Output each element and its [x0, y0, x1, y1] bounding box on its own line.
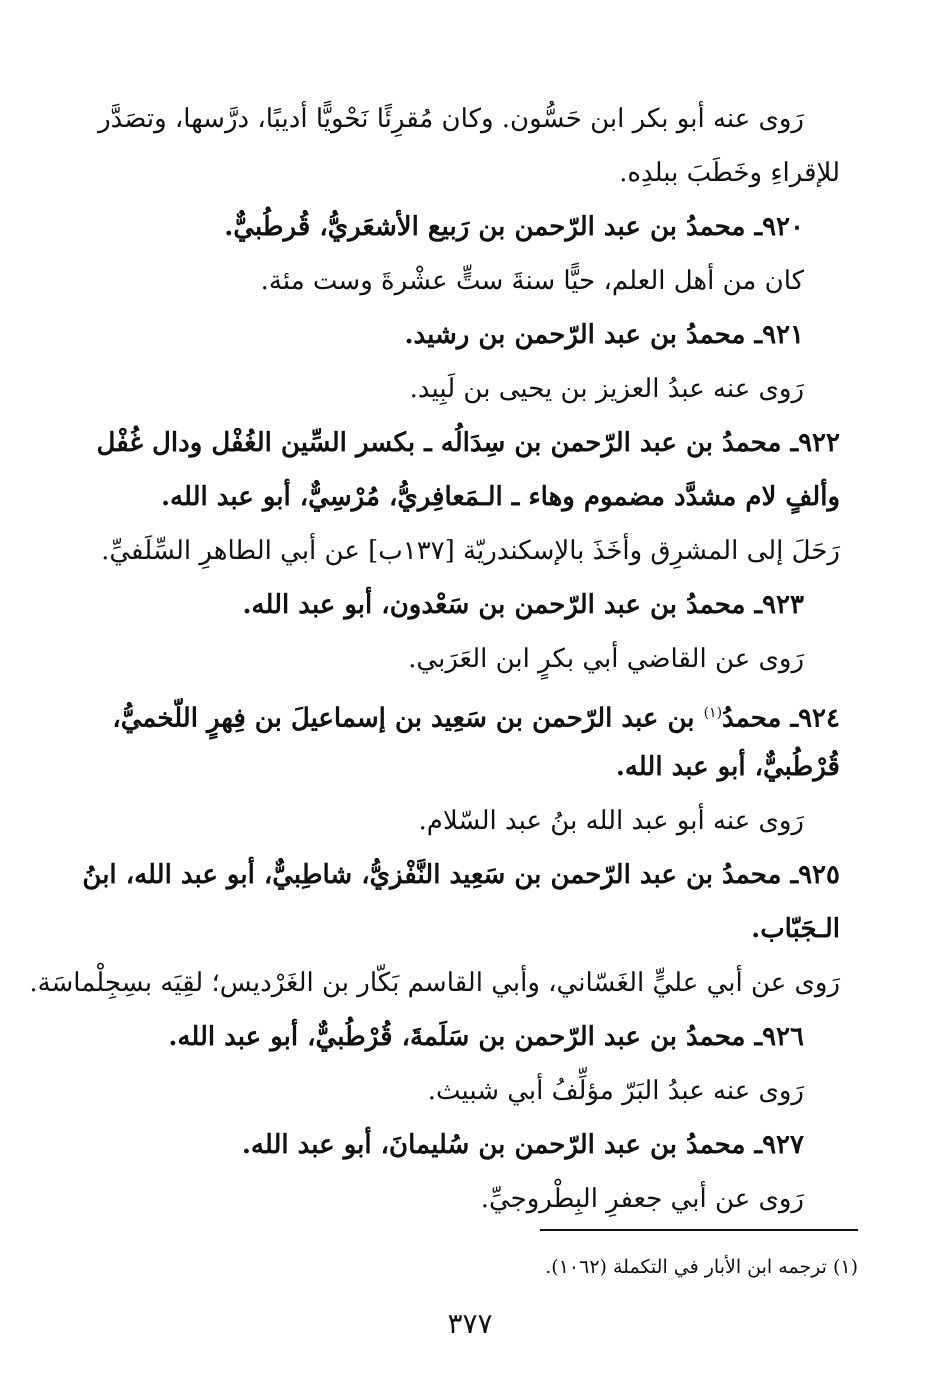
entry-heading-922-cont: وألفٍ لام مشدَّد مضموم وهاء ـ الـمَعافِريُّ، مُرْسِيٌّ، أبو عبد الله.: [160, 482, 840, 512]
page-number: ٣٧٧: [447, 1307, 493, 1340]
footnote: (١) ترجمه ابن الأبار في التكملة (١٠٦٢).: [545, 1256, 858, 1278]
entry-924-name: ٩٢٤ـ محمدُ: [722, 703, 840, 734]
entry-heading-924-cont: قُرْطُبيٌّ، أبو عبد الله.: [615, 752, 840, 782]
text-line: رَوى عن أبي جعفرِ البِطْروجيِّ.: [480, 1184, 804, 1214]
entry-heading-926: ٩٢٦ـ محمدُ بن عبد الرّحمن بن سَلَمةَ، قُرْطُبيٌّ، أبو عبد الله.: [168, 1022, 804, 1052]
entry-heading-923: ٩٢٣ـ محمدُ بن عبد الرّحمن بن سَعْدون، أبو عبد الله.: [242, 590, 804, 620]
text-line: رَوى عنه عبدُ البَرّ مؤلِّفُ أبي شبيث.: [427, 1076, 804, 1106]
text-line: للإقراءِ وخَطَبَ ببلدِه.: [619, 158, 840, 188]
text-line: رَوى عنه أبو بكر ابن حَسُّون. وكان مُقرِئًا نَحْويًّا أديبًا، درَّسها، وتصَدَّر: [98, 104, 804, 134]
footnote-marker: (١): [703, 705, 723, 721]
text-line: رَوى عن أبي عليٍّ الغَسّاني، وأبي القاسم بَكّار بن الغَرْديس؛ لقِيَه بسِجِلْماسَة.: [29, 968, 840, 998]
entry-heading-921: ٩٢١ـ محمدُ بن عبد الرّحمن بن رشيد.: [404, 320, 804, 350]
entry-heading-925-cont: الـجَبّاب.: [751, 914, 840, 944]
text-line: رَوى عنه عبدُ العزيز بن يحيى بن لَبِيد.: [409, 374, 804, 404]
text-line: رَوى عن القاضي أبي بكرٍ ابن العَرَبي.: [408, 644, 804, 674]
entry-heading-920: ٩٢٠ـ محمدُ بن عبد الرّحمن بن رَبيع الأشعَريُّ، قُرطُبيٌّ.: [224, 212, 804, 242]
entry-heading-925: ٩٢٥ـ محمدُ بن عبد الرّحمن بن سَعِيد النَّفْزيُّ، شاطِبيٌّ، أبو عبد الله، ابنُ: [82, 860, 840, 890]
text-line: رَحَلَ إلى المشرِق وأخَذَ بالإسكندريّة [١٣٧ب] عن أبي الطاهرِ السِّلَفيِّ.: [101, 536, 840, 566]
text-line: رَوى عنه أبو عبد الله بنُ عبد السّلام.: [418, 806, 804, 836]
main-text: [29, 92, 840, 1226]
entry-heading-927: ٩٢٧ـ محمدُ بن عبد الرّحمن بن سُليمانَ، أبو عبد الله.: [241, 1130, 804, 1160]
text-line: كان من أهل العلم، حيًّا سنةَ ستٍّ عشْرةَ وست مئة.: [260, 266, 804, 296]
footnote-divider: [540, 1229, 858, 1231]
entry-heading-922: ٩٢٢ـ محمدُ بن عبد الرّحمن بن سِدَالُه ـ بكسر السِّين الغُفْل ودال غُفْل: [96, 428, 840, 458]
entry-924-rest: بن عبد الرّحمن بن سَعِيد بن إسماعيلَ بن فِهرٍ اللّخميُّ،: [112, 703, 704, 734]
entry-heading-924: [112, 686, 840, 740]
